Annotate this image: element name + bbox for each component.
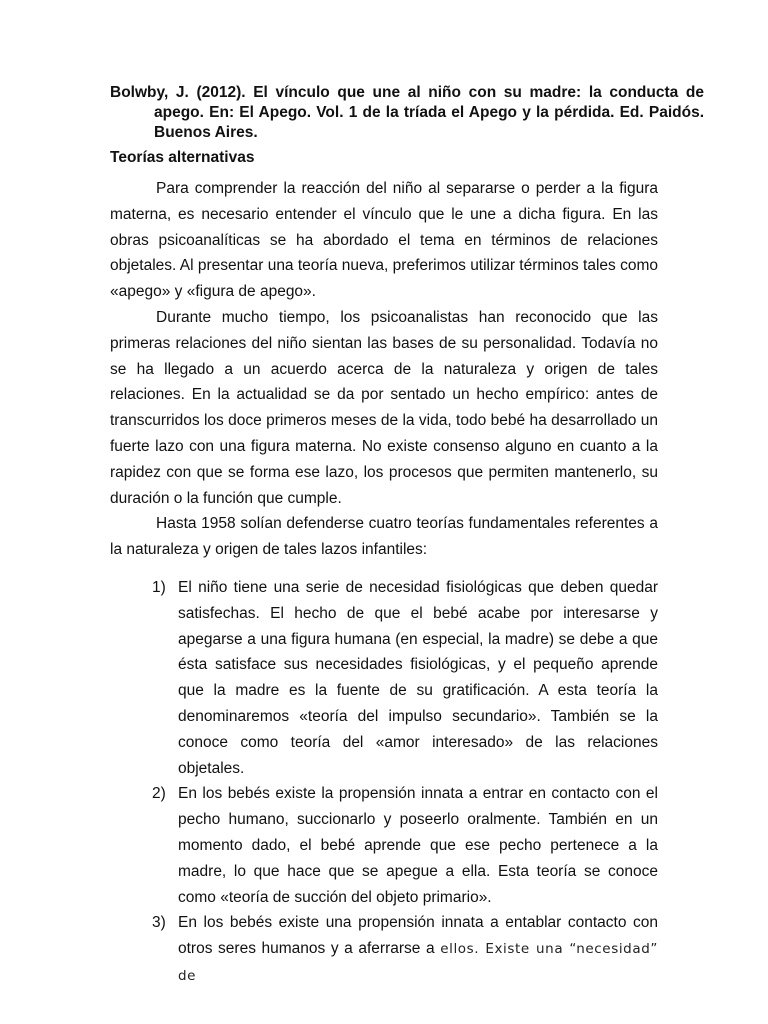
list-item-text: El niño tiene una serie de necesidad fisiológicas que deben quedar satisfechas. El hecho de que el bebé acabe por interesarse y apegarse a una figura humana (en especial, la madre) se debe a que ésta satisface sus necesidades fisiológicas, y el pequeño aprende que la madre es la fuente de su gratificación. A esta teoría la denominaremos «teoría del impulso secundario». También se la conoce como teoría del «amor interesado» de las relaciones objetales.: [178, 578, 658, 777]
list-item: [110, 575, 658, 781]
list-item-number: 3): [152, 914, 166, 932]
paragraph: Durante mucho tiempo, los psicoanalistas han reconocido que las primeras relaciones del niño sientan las bases de su personalidad. Todavía no se ha llegado a un acuerdo acerca de la naturaleza y origen de tales relaciones. En la actualidad se da por sentado un hecho empírico: antes de transcurridos los doce primeros meses de la vida, todo bebé ha desarrollado un fuerte lazo con una figura materna. No existe consenso alguno en cuanto a la rapidez con que se forma ese lazo, los procesos que permiten mantenerlo, su duración o la función que cumple.: [110, 308, 658, 507]
list-item: [110, 781, 658, 910]
list-item-text-cutoff: ellos. Existe una “necesidad” de: [178, 941, 658, 984]
list-item-number: 2): [152, 785, 166, 803]
citation: Bolwby, J. (2012). El vínculo que une al niño con su madre: la conducta de apego. En: El Apego. Vol. 1 de la tríada el Apego y la pérdida. Ed. Paidós. Buenos Aires.: [110, 84, 704, 141]
paragraph: Para comprender la reacción del niño al separarse o perder a la figura materna, es necesario entender el vínculo que le une a dicha figura. En las obras psicoanalíticas se ha abordado el tema en términos de relaciones objetales. Al presentar una teoría nueva, preferimos utilizar términos tales como «apego» y «figura de apego».: [110, 180, 658, 301]
list-item-text: En los bebés existe la propensión innata a entrar en contacto con el pecho humano, succionarlo y poseerlo oralmente. También en un momento dado, el bebé aprende que ese pecho pertenece a la madre, lo que hace que se apegue a ella. Esta teoría se conoce como «teoría de succión del objeto primario».: [178, 785, 658, 906]
body-text: [110, 176, 658, 990]
theories-list: [110, 575, 658, 990]
list-item: [110, 910, 658, 989]
paragraph: Hasta 1958 solían defenderse cuatro teorías fundamentales referentes a la naturaleza y origen de tales lazos infantiles:: [110, 515, 658, 559]
section-heading: Teorías alternativas: [110, 149, 255, 166]
list-item-text: En los bebés existe una propensión innata a entablar contacto con otros seres humanos y a aferrarse a: [178, 914, 658, 958]
list-item-number: 1): [152, 578, 166, 596]
